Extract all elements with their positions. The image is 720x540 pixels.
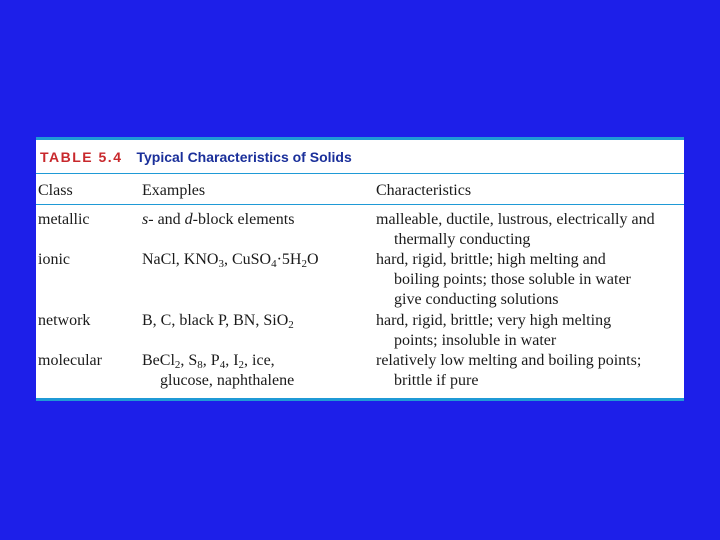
row-network-class: network [38, 312, 91, 329]
row-molecular-class: molecular [38, 352, 102, 369]
row-molecular-examples: BeCl$_2$, $S_8$, $P_4$, $I_2$, ice, glucose, naphthalene [142, 352, 295, 389]
characteristics-table [36, 137, 684, 401]
row-metallic-class: metallic [38, 211, 90, 228]
row-metallic-characteristics: malleable, ductile, lustrous, electrically and thermally conducting [376, 211, 655, 248]
row-ionic-class: ionic [38, 251, 70, 268]
table-title: Typical Characteristics of Solids [136, 149, 352, 165]
caption-divider [36, 173, 684, 174]
table-caption [40, 149, 352, 165]
row-ionic-characteristics: hard, rigid, brittle; high melting and boiling points; those soluble in water give conducting solutions [376, 251, 631, 308]
row-molecular-characteristics: relatively low melting and boiling points; brittle if pure [376, 352, 642, 389]
table-number: TABLE 5.4 [40, 149, 123, 165]
header-examples: Examples [142, 182, 206, 199]
row-network-characteristics: hard, rigid, brittle; very high melting points; insoluble in water [376, 312, 612, 349]
header-class: Class [38, 182, 73, 199]
header-characteristics: Characteristics [376, 182, 472, 199]
row-ionic-examples: NaCl, $KNO_3$, $CuSO_4\cdot 5H_2O$ [142, 251, 319, 270]
row-network-examples: B, C, black P, BN, SiO$_2$ [142, 312, 294, 331]
header-divider [36, 204, 684, 205]
row-metallic-examples: s- and d-block elements [142, 211, 295, 228]
